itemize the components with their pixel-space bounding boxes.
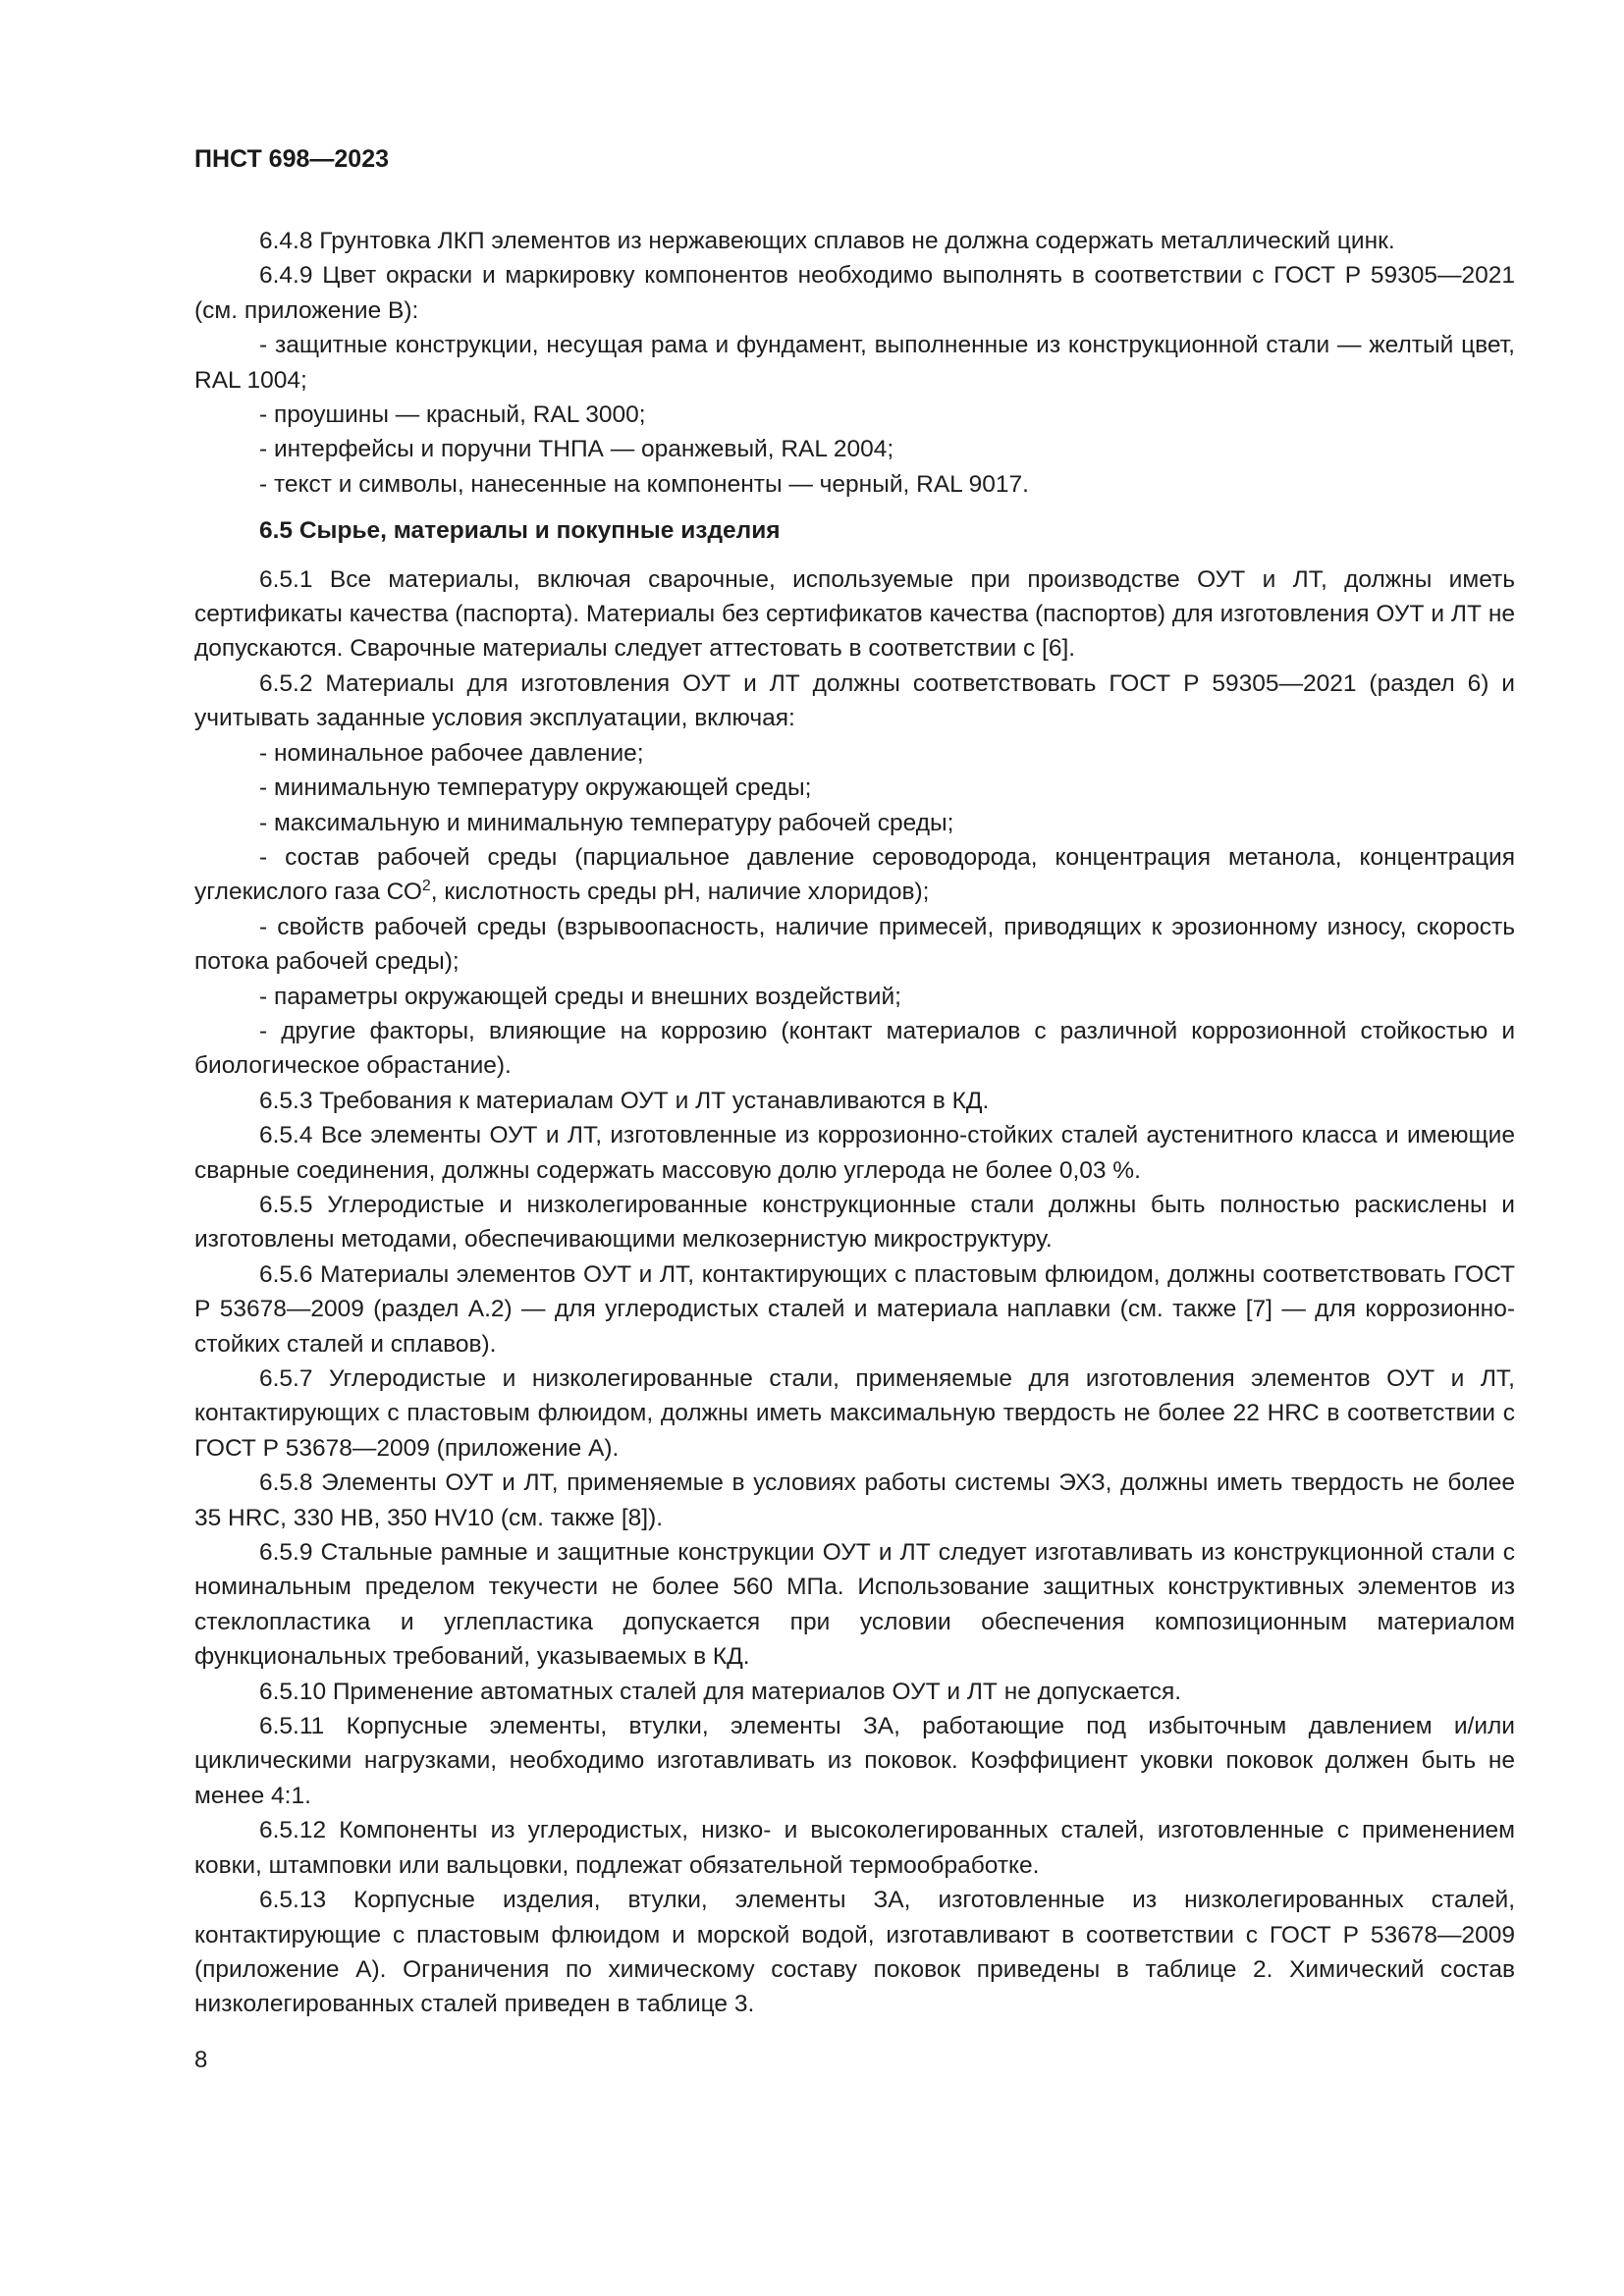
list-item <box>194 840 1515 910</box>
list-item: - текст и символы, нанесенные на компоненты — черный, RAL 9017. <box>259 470 1029 498</box>
list-item-text: , кислотность среды pH, наличие хлоридов); <box>430 879 930 906</box>
paragraph-6-5-12: 6.5.12 Компоненты из углеродистых, низко- и высоколегированных сталей, изготовленные с применением ковки, штамповки или вальцовки, подлежат обязательной термообработке. <box>194 1817 1515 1879</box>
paragraph-6-5-2: 6.5.2 Материалы для изготовления ОУТ и ЛТ должны соответствовать ГОСТ Р 59305—2021 (раздел 6) и учитывать заданные условия эксплуатации, включая: <box>194 669 1515 732</box>
list-item: - минимальную температуру окружающей среды; <box>259 774 812 802</box>
list-item: - проушины — красный, RAL 3000; <box>259 401 646 429</box>
paragraph-6-5-13: 6.5.13 Корпусные изделия, втулки, элементы ЗА, изготовленные из низколегированных сталей, контактирующие с пластовым флюидом и морской водой, изготавливают в соответствии с ГОСТ Р 53678—2009 (приложение А). Ограничения по химическому составу поковок приведены в таблице 2. Химический состав низколегированных сталей приведен в таблице 3. <box>194 1887 1515 2018</box>
paragraph-6-5-8: 6.5.8 Элементы ОУТ и ЛТ, применяемые в условиях работы системы ЭХЗ, должны иметь твердость не более 35 HRC, 330 HB, 350 HV10 (см. также [8]). <box>194 1469 1515 1531</box>
section-heading-6-5: 6.5 Сырье, материалы и покупные изделия <box>259 517 781 545</box>
paragraph-6-5-11: 6.5.11 Корпусные элементы, втулки, элементы ЗА, работающие под избыточным давлением и/или циклическими нагрузками, необходимо изготавливать из поковок. Коэффициент уковки поковок должен быть не менее 4:1. <box>194 1713 1515 1809</box>
list-item: - другие факторы, влияющие на коррозию (контакт материалов с различной коррозионной стойкостью и биологическое обрастание). <box>194 1017 1515 1080</box>
list-item: - защитные конструкции, несущая рама и фундамент, выполненные из конструкционной стали — желтый цвет, RAL 1004; <box>194 332 1515 394</box>
paragraph-6-5-3: 6.5.3 Требования к материалам ОУТ и ЛТ устанавливаются в КД. <box>259 1087 990 1114</box>
paragraph-6-5-7: 6.5.7 Углеродистые и низколегированные стали, применяемые для изготовления элементов ОУТ и ЛТ, контактирующих с пластовым флюидом, должны иметь максимальную твердость не более 22 HRC в соответствии с ГОСТ Р 53678—2009 (приложение А). <box>194 1365 1515 1462</box>
list-item: - свойств рабочей среды (взрывоопасность, наличие примесей, приводящих к эрозионному износу, скорость потока рабочей среды); <box>194 913 1515 976</box>
list-item: - максимальную и минимальную температуру рабочей среды; <box>259 809 954 836</box>
list-item: - номинальное рабочее давление; <box>259 739 644 767</box>
list-item-text: - состав рабочей среды (парциальное давление сероводорода, концентрация метанола, концентрация углекислого газа СО <box>194 843 1515 906</box>
paragraph-6-5-10: 6.5.10 Применение автоматных сталей для материалов ОУТ и ЛТ не допускается. <box>259 1678 1182 1705</box>
list-item: - параметры окружающей среды и внешних воздействий; <box>259 983 901 1010</box>
document-body <box>194 224 1515 2022</box>
list-item: - интерфейсы и поручни ТНПА — оранжевый, RAL 2004; <box>259 436 894 463</box>
paragraph-6-5-9: 6.5.9 Стальные рамные и защитные конструкции ОУТ и ЛТ следует изготавливать из конструкционной стали с номинальным пределом текучести не более 560 МПа. Использование защитных конструктивных элементов из стеклопластика и углепластика допускается при условии обеспечения композиционным материалом функциональных требований, указываемых в КД. <box>194 1539 1515 1671</box>
page-number: 8 <box>194 2047 208 2073</box>
paragraph-6-5-4: 6.5.4 Все элементы ОУТ и ЛТ, изготовленные из коррозионно-стойких сталей аустенитного класса и имеющие сварные соединения, должны содержать массовую долю углерода не более 0,03 %. <box>194 1122 1515 1184</box>
paragraph-6-4-9: 6.4.9 Цвет окраски и маркировку компонентов необходимо выполнять в соответствии с ГОСТ Р 59305—2021 (см. приложение В): <box>194 262 1515 324</box>
paragraph-6-5-5: 6.5.5 Углеродистые и низколегированные конструкционные стали должны быть полностью раскислены и изготовлены методами, обеспечивающими мелкозернистую микроструктуру. <box>194 1191 1515 1254</box>
paragraph-6-4-8: 6.4.8 Грунтовка ЛКП элементов из нержавеющих сплавов не должна содержать металлический цинк. <box>259 228 1395 254</box>
superscript: 2 <box>421 878 431 895</box>
paragraph-6-5-6: 6.5.6 Материалы элементов ОУТ и ЛТ, контактирующих с пластовым флюидом, должны соответствовать ГОСТ Р 53678—2009 (раздел А.2) — для углеродистых сталей и материала наплавки (см. также [7] — для коррозионно-стойких сталей и сплавов). <box>194 1260 1515 1358</box>
document-header: ПНСТ 698—2023 <box>194 145 389 173</box>
paragraph-6-5-1: 6.5.1 Все материалы, включая сварочные, используемые при производстве ОУТ и ЛТ, должны иметь сертификаты качества (паспорта). Материалы без сертификатов качества (паспортов) для изготовления ОУТ и ЛТ не допускаются. Сварочные материалы следует аттестовать в соответствии с [6]. <box>194 565 1515 663</box>
